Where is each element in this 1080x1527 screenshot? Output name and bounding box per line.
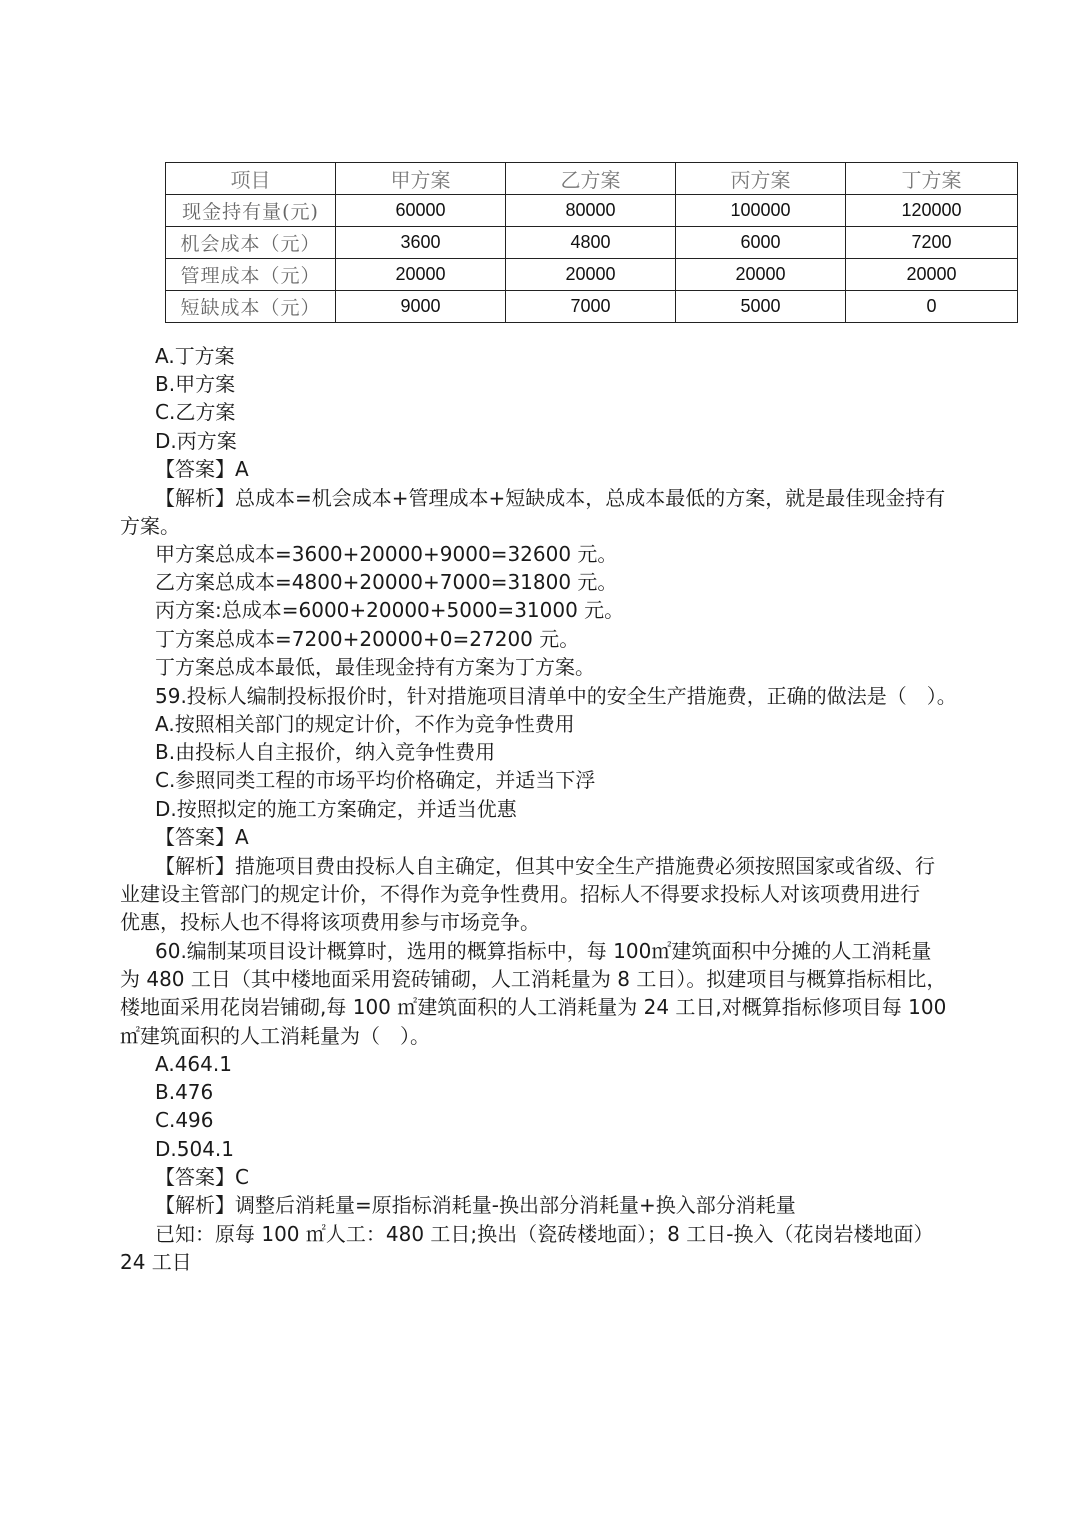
q59-option-b: B.由投标人自主报价，纳入竞争性费用 [155, 740, 496, 764]
table-cell: 7000 [506, 291, 676, 323]
q58-calc-line: 丙方案:总成本=6000+20000+5000=31000 元。 [155, 598, 625, 622]
q60-option-a: A.464.1 [155, 1052, 232, 1076]
q59-analysis-cont: 优惠，投标人也不得将该项费用参与市场竞争。 [120, 910, 540, 934]
row-label: 机会成本（元） [166, 227, 336, 259]
q60-option-b: B.476 [155, 1080, 214, 1104]
q58-option-a: A.丁方案 [155, 344, 235, 368]
q58-calc-line: 甲方案总成本=3600+20000+9000=32600 元。 [155, 542, 618, 566]
table-cell: 60000 [336, 195, 506, 227]
row-label: 短缺成本（元） [166, 291, 336, 323]
table-cell: 120000 [846, 195, 1018, 227]
q60-question-cont: 为 480 工日（其中楼地面采用瓷砖铺砌，人工消耗量为 8 工日）。拟建项目与概算指标相比， [120, 967, 947, 991]
table-row [166, 195, 1018, 227]
table-cell: 20000 [506, 259, 676, 291]
q60-analysis-cont: 24 工日 [120, 1250, 192, 1274]
table-cell: 0 [846, 291, 1018, 323]
row-label: 管理成本（元） [166, 259, 336, 291]
q58-option-d: D.丙方案 [155, 429, 237, 453]
table-cell: 3600 [336, 227, 506, 259]
table-cell: 5000 [676, 291, 846, 323]
q58-option-b: B.甲方案 [155, 372, 236, 396]
cash-holding-cost-table [165, 162, 1018, 323]
q59-analysis: 【解析】措施项目费由投标人自主确定，但其中安全生产措施费必须按照国家或省级、行 [155, 854, 935, 878]
q60-answer: 【答案】C [155, 1165, 249, 1189]
q60-analysis-cont: 已知：原每 100 ㎡人工：480 工日;换出（瓷砖楼地面）；8 工日-换入（花岗岩楼地面） [155, 1222, 934, 1246]
q60-option-c: C.496 [155, 1108, 214, 1132]
table-header-cell: 甲方案 [336, 163, 506, 195]
table-cell: 7200 [846, 227, 1018, 259]
q58-analysis-cont: 方案。 [120, 514, 180, 538]
row-label: 现金持有量(元) [166, 195, 336, 227]
table-cell: 100000 [676, 195, 846, 227]
table-cell: 9000 [336, 291, 506, 323]
table-header-cell: 丙方案 [676, 163, 846, 195]
q60-question: 60.编制某项目设计概算时，选用的概算指标中，每 100㎡建筑面积中分摊的人工消耗量 [155, 939, 932, 963]
q59-analysis-cont: 业建设主管部门的规定计价，不得作为竞争性费用。招标人不得要求投标人对该项费用进行 [120, 882, 920, 906]
table-cell: 20000 [676, 259, 846, 291]
q58-answer: 【答案】A [155, 457, 249, 481]
table-row [166, 227, 1018, 259]
table-row [166, 291, 1018, 323]
q59-option-c: C.参照同类工程的市场平均价格确定，并适当下浮 [155, 768, 596, 792]
table-header-cell: 乙方案 [506, 163, 676, 195]
q58-calc-line: 丁方案总成本=7200+20000+0=27200 元。 [155, 627, 580, 651]
q58-calc-line: 乙方案总成本=4800+20000+7000=31800 元。 [155, 570, 618, 594]
table-cell: 80000 [506, 195, 676, 227]
q58-conclusion: 丁方案总成本最低，最佳现金持有方案为丁方案。 [155, 655, 595, 679]
q58-option-c: C.乙方案 [155, 400, 236, 424]
table-header-cell: 项目 [166, 163, 336, 195]
table-cell: 6000 [676, 227, 846, 259]
q60-option-d: D.504.1 [155, 1137, 235, 1161]
table-cell: 20000 [336, 259, 506, 291]
q58-analysis: 【解析】总成本=机会成本+管理成本+短缺成本，总成本最低的方案，就是最佳现金持有 [155, 486, 946, 510]
q60-analysis: 【解析】调整后消耗量=原指标消耗量-换出部分消耗量+换入部分消耗量 [155, 1193, 796, 1217]
table-header-row [166, 163, 1018, 195]
table-row [166, 259, 1018, 291]
q59-question: 59.投标人编制投标报价时，针对措施项目清单中的安全生产措施费，正确的做法是（ ）。 [155, 684, 957, 708]
q59-option-a: A.按照相关部门的规定计价，不作为竞争性费用 [155, 712, 575, 736]
q60-question-cont: 楼地面采用花岗岩铺砌,每 100 ㎡建筑面积的人工消耗量为 24 工日,对概算指标修项目每 100 [120, 995, 947, 1019]
q59-answer: 【答案】A [155, 825, 249, 849]
q60-question-cont: ㎡建筑面积的人工消耗量为（ ）。 [120, 1024, 430, 1048]
table-header-cell: 丁方案 [846, 163, 1018, 195]
table-cell: 4800 [506, 227, 676, 259]
q59-option-d: D.按照拟定的施工方案确定，并适当优惠 [155, 797, 517, 821]
table-cell: 20000 [846, 259, 1018, 291]
